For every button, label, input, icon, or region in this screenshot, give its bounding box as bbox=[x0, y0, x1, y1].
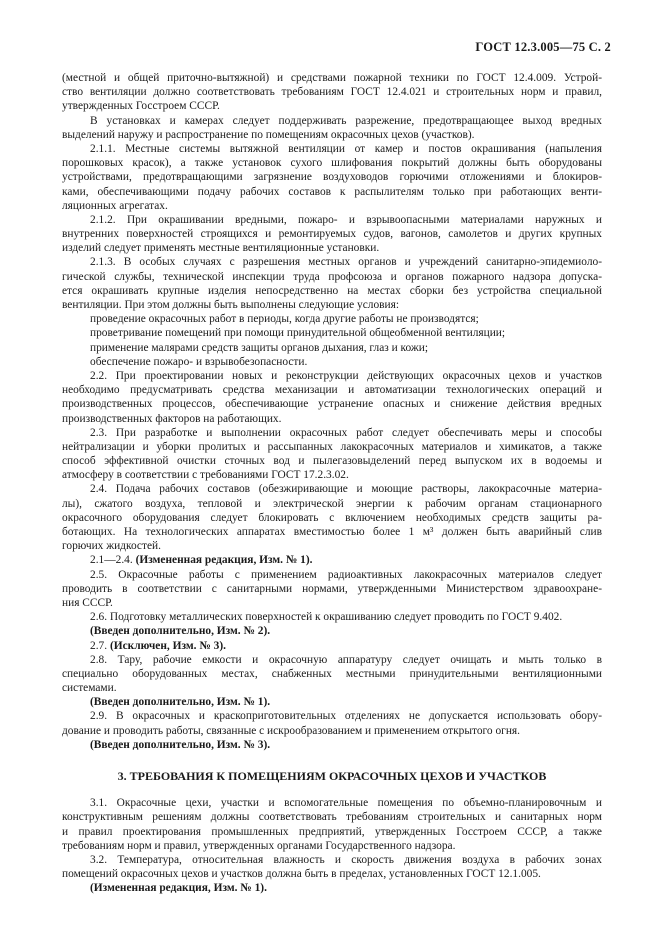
text-line: горючих жидкостей. bbox=[62, 540, 161, 553]
text-line: устройствами, предотвращающими загрязнение воздуховодов горючими отложениями и блокиров- bbox=[62, 171, 602, 184]
text-line: 2.4. Подача рабочих составов (обезжиривающие и моющие растворы, лакокрасочные материа- bbox=[90, 483, 602, 496]
amendment-note bbox=[62, 553, 602, 567]
text-line: ботающих. На технологических аппаратах вместимостью более 1 м³ должен быть аварийный слив bbox=[62, 526, 602, 538]
amendment-note bbox=[62, 639, 602, 653]
document-body bbox=[62, 71, 602, 896]
text-line: ния СССР. bbox=[62, 596, 113, 609]
text-line: 2.1.2. При окрашивании вредными, пожаро- и взрывоопасными материалами наружных и bbox=[90, 213, 602, 226]
amendment-note: (Введен дополнительно, Изм. № 1). bbox=[90, 696, 271, 709]
text-line: 2.8. Тару, рабочие емкости и окрасочную аппаратуру следует очищать и мыть только в bbox=[90, 653, 602, 666]
text-line: В установках и камерах следует поддерживать разрежение, предотвращающее выход вредных bbox=[90, 114, 602, 127]
text-line: проводить в соответствии с санитарными нормами, утвержденными Министерством здравоохране- bbox=[62, 582, 602, 595]
note-prefix: 2.7. bbox=[90, 639, 110, 652]
text-line: системами. bbox=[62, 682, 117, 695]
text-line: 2.3. При разработке и выполнении окрасочных работ следует обеспечивать меры и способы bbox=[90, 426, 602, 439]
text-line: обеспечение пожаро- и взрывобезопасности. bbox=[90, 355, 308, 368]
text-line: (местной и общей приточно-вытяжной) и средствами пожарной техники по ГОСТ 12.4.009. Устрой- bbox=[62, 72, 602, 84]
text-line: конструктивным решениям должны соответствовать требованиям строительных и санитарных норм bbox=[62, 811, 602, 824]
text-line: производственных процессов, обеспечивающие устранение опасных и снижение действия вредных bbox=[62, 398, 602, 411]
note-bold: (Исключен, Изм. № 3). bbox=[109, 639, 226, 652]
text-line: ками, обеспечивающими подачу рабочих составов к распылителям только при работающих венти- bbox=[62, 185, 602, 198]
text-line: ство вентиляции должно соответствовать требованиям ГОСТ 12.4.021 и строительных норм и правил, bbox=[62, 86, 602, 99]
text-line: порошковых красок), а также установок сухого шлифования покрытий должны быть оборудованы bbox=[62, 157, 602, 170]
text-line: 3.2. Температура, относительная влажность и скорость движения воздуха в рабочих зонах bbox=[90, 853, 602, 866]
page-header: ГОСТ 12.3.005—75 С. 2 bbox=[475, 40, 611, 54]
note-bold: (Измененная редакция, Изм. № 1). bbox=[135, 554, 313, 567]
amendment-note: (Введен дополнительно, Изм. № 2). bbox=[90, 625, 271, 638]
text-line: окрасочного оборудования следует блокировать с включением необходимых средств защиты ра- bbox=[62, 511, 602, 524]
text-line: 2.9. В окрасочных и краскоприготовительных отделениях не допускается использовать обору- bbox=[90, 710, 602, 723]
text-line: 2.2. При проектировании новых и реконструкции действующих окрасочных цехов и участков bbox=[90, 369, 602, 382]
text-line: помещений окрасочных цехов и участков должна быть в пределах, установленных ГОСТ 12.1.005. bbox=[62, 868, 541, 881]
text-line: 2.5. Окрасочные работы с применением радиоактивных лакокрасочных материалов следует bbox=[90, 568, 602, 581]
text-line: 2.1.3. В особых случаях с разрешения местных органов и учреждений санитарно-эпидемиоло- bbox=[90, 256, 602, 269]
text-line: специально оборудованных местах, снабженных местными принудительными вентиляционными bbox=[62, 667, 602, 680]
paragraphs-block-2 bbox=[62, 568, 602, 625]
text-line: 2.6. Подготовку металлических поверхностей к окрашиванию следует проводить по ГОСТ 9.402. bbox=[90, 611, 563, 624]
text-line: требованиям норм и правил, утвержденных органами Государственного надзора. bbox=[62, 839, 456, 852]
paragraphs-block-3 bbox=[62, 653, 602, 696]
section-title: 3. ТРЕБОВАНИЯ К ПОМЕЩЕНИЯМ ОКРАСОЧНЫХ ЦЕХОВ И УЧАСТКОВ bbox=[117, 769, 547, 783]
text-line: ется окрашивать крупные изделия непосредственно на местах сборки без устройства специальной bbox=[62, 284, 602, 297]
text-line: атмосферу в соответствии с требованиями ГОСТ 17.2.3.02. bbox=[62, 469, 349, 482]
text-line: гической службы, технической инспекции труда профсоюза и органов пожарного надзора допуска- bbox=[62, 270, 602, 283]
text-line: изделий следует применять местные вентиляционные установки. bbox=[62, 242, 380, 255]
text-line: утвержденных Госстроем СССР. bbox=[62, 100, 220, 113]
text-line: 3.1. Окрасочные цехи, участки и вспомогательные помещения по объемно-планировочным и bbox=[90, 797, 602, 810]
paragraphs-block-4 bbox=[62, 709, 602, 737]
text-line: нейтрализации и уборки пролитых и рассыпанных лакокрасочных материалов и химикатов, а также bbox=[62, 440, 602, 453]
text-line: проведение окрасочных работ в периоды, когда другие работы не производятся; bbox=[90, 313, 479, 326]
section-3-paragraphs bbox=[62, 796, 602, 881]
text-line: вентиляции. При этом должны быть выполнены следующие условия: bbox=[62, 299, 400, 311]
text-line: ляционных агрегатах. bbox=[62, 199, 168, 212]
text-line: дование и проводить работы, связанные с искрообразованием и применением открытого огня. bbox=[62, 724, 521, 737]
amendment-note: (Введен дополнительно, Изм. № 3). bbox=[90, 738, 271, 751]
text-line: способ эффективной очистки сточных вод и пылегазовыделений перед выпуском их в водоемы и bbox=[62, 455, 602, 468]
text-line: внутренних поверхностей строящихся и ремонтируемых судов, вагонов, самолетов и других крупных bbox=[62, 228, 602, 241]
text-line: проветривание помещений при помощи принудительной общеобменной вентиляции; bbox=[90, 327, 506, 340]
text-line: производственных факторов на работающих. bbox=[62, 412, 282, 425]
text-line: 2.1.1. Местные системы вытяжной вентиляции от камер и постов окрашивания (напыления bbox=[90, 142, 602, 155]
text-line: и правил проектирования промышленных предприятий, утвержденных Госстроем СССР, а также bbox=[62, 825, 602, 838]
text-line: применение малярами средств защиты органов дыхания, глаз и кожи; bbox=[90, 341, 429, 354]
text-line: выделений наружу и распространение по помещениям окрасочных цехов (участков). bbox=[62, 128, 475, 141]
note-prefix: 2.1—2.4. bbox=[90, 554, 136, 567]
text-line: лы), сжатого воздуха, тепловой и электрической энергии к рабочим органам стационарного bbox=[62, 497, 602, 510]
paragraphs-block-1 bbox=[62, 71, 602, 553]
text-line: необходимо предусматривать средства механизации и автоматизации технологических операций и bbox=[62, 384, 602, 397]
amendment-note: (Измененная редакция, Изм. № 1). bbox=[90, 882, 267, 895]
